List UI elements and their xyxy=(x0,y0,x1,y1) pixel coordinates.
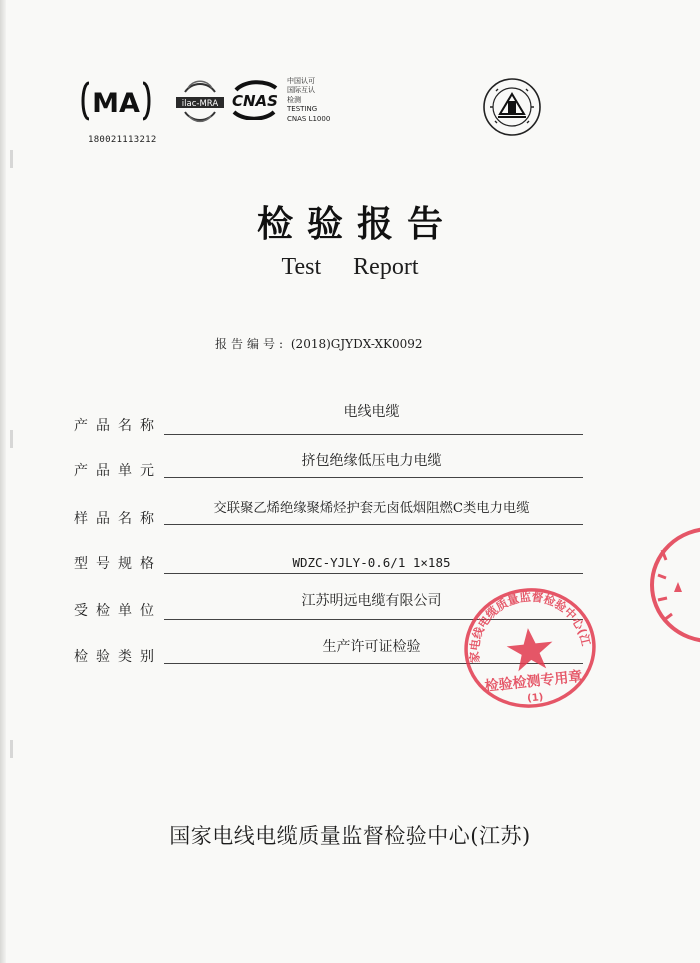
sample-name-underline xyxy=(164,524,583,525)
product-unit-label: 产品单元 xyxy=(74,463,162,479)
partial-stamp-icon xyxy=(648,520,700,650)
cnas-line: 中国认可 xyxy=(287,77,315,85)
stamp-number: (1) xyxy=(526,691,544,705)
model-spec-value: WDZC-YJLY-0.6/1 1×185 xyxy=(292,555,451,570)
issuing-authority: 国家电线电缆质量监督检验中心(江苏) xyxy=(169,824,531,848)
stamp-center-text: 检验检测专用章 xyxy=(483,668,584,695)
sample-name-value: 交联聚乙烯绝缘聚烯烃护套无卤低烟阻燃C类电力电缆 xyxy=(213,501,530,516)
cnas-line: 国际互认 xyxy=(287,86,315,95)
cma-logo-icon xyxy=(79,80,153,122)
inspected-unit-label: 受检单位 xyxy=(74,603,162,619)
scan-mark xyxy=(10,430,13,448)
ilac-mra-logo-icon xyxy=(175,78,225,126)
product-name-underline xyxy=(164,434,583,435)
inspection-type-label: 检验类别 xyxy=(74,649,162,665)
report-number xyxy=(215,335,423,352)
cnas-line: TESTING xyxy=(287,105,318,114)
official-stamp-icon xyxy=(455,578,605,718)
license-number: 180021113212 xyxy=(88,135,157,145)
product-unit-value: 挤包绝缘低压电力电缆 xyxy=(301,453,442,469)
product-name-value: 电线电缆 xyxy=(343,404,400,420)
model-spec-label: 型号规格 xyxy=(74,556,162,572)
quality-certification-seal-icon xyxy=(482,77,542,137)
inspection-type-value: 生产许可证检验 xyxy=(322,639,421,655)
stamp-ring-text: 国家电线电缆质量监督检验中心(江苏) xyxy=(467,589,594,664)
cnas-line: CNAS L1000 xyxy=(287,114,331,123)
scan-mark xyxy=(10,740,13,758)
inspected-unit-value: 江苏明远电缆有限公司 xyxy=(301,593,442,609)
cnas-logo-text: CNAS xyxy=(232,92,278,110)
report-number-label: 报告编号: xyxy=(215,337,288,351)
scan-edge xyxy=(0,0,6,963)
report-title-english: Test Report xyxy=(281,254,419,280)
cnas-line: 检测 xyxy=(287,95,301,104)
cnas-logo-icon xyxy=(226,80,284,120)
product-name-label: 产品名称 xyxy=(74,418,162,434)
report-number-value: (2018)GJYDX-XK0092 xyxy=(290,337,423,351)
product-unit-underline xyxy=(164,477,583,478)
model-spec-underline xyxy=(164,573,583,574)
scan-mark xyxy=(10,150,13,168)
report-title-chinese: 检验报告 xyxy=(256,204,457,245)
ilac-logo-text: ilac-MRA xyxy=(181,99,219,109)
cma-logo-text: MA xyxy=(92,88,140,119)
sample-name-label: 样品名称 xyxy=(74,511,162,527)
cnas-accreditation-text xyxy=(287,77,330,124)
